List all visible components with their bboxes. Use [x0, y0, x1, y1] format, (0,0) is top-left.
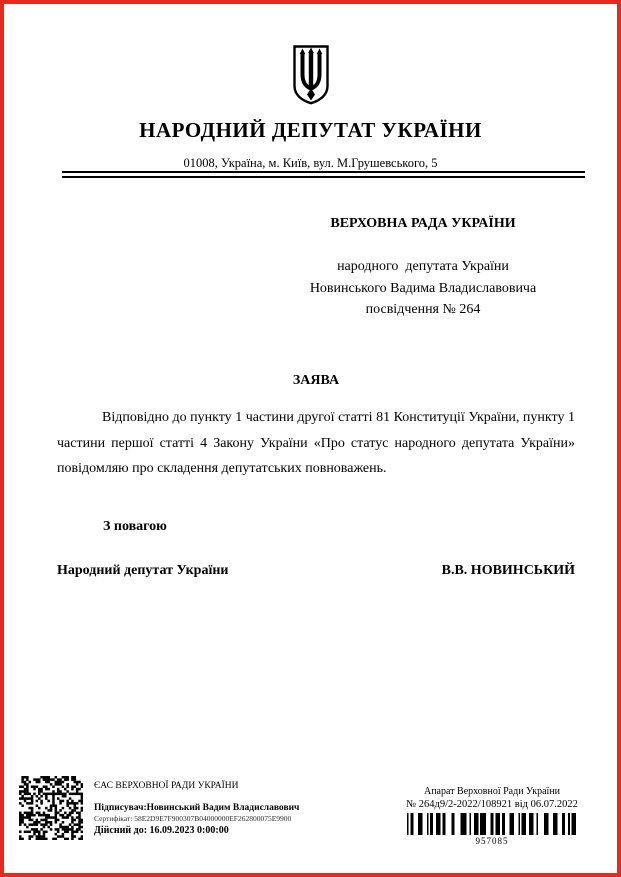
letterhead-title: НАРОДНИЙ ДЕПУТАТ УКРАЇНИ [139, 118, 482, 142]
salutation: З повагою [103, 519, 167, 534]
signer-position: Народний депутат України [57, 563, 229, 578]
registration-block [388, 786, 596, 846]
stamp-certificate: Сертифікат: 58E2D9E7F900307B04000000EF262800075E9900 [94, 814, 292, 823]
ukraine-trident-emblem-icon [293, 45, 329, 105]
registration-barcode-icon [407, 813, 577, 835]
registration-barcode-number: 957085 [475, 836, 509, 846]
recipient-line-3: посвідчення № 264 [365, 302, 481, 317]
recipient-block [287, 216, 559, 321]
stamp-valid-until: Дійсний до: 16.09.2023 0:00:00 [94, 825, 229, 836]
statement-heading: ЗАЯВА [292, 373, 340, 388]
recipient-title: ВЕРХОВНА РАДА УКРАЇНИ [330, 216, 516, 231]
registration-office: Апарат Верховної Ради України [423, 786, 561, 797]
signer-name: В.В. НОВИНСЬКИЙ [441, 563, 575, 578]
digital-signature-stamp [94, 781, 364, 836]
stamp-signer: Підписувач:Новинський Вадим Владиславович [94, 803, 300, 813]
digital-signature-qr-code-icon [19, 776, 83, 840]
letterhead-address: 01008, Україна, м. Київ, вул. М.Грушевського, 5 [183, 156, 438, 170]
recipient-line-2: Новинського Вадима Владиславовича [309, 280, 537, 296]
registration-number: № 264д9/2-2022/108921 від 06.07.2022 [406, 799, 578, 810]
signature-row [57, 563, 575, 579]
letterhead-divider [62, 171, 585, 178]
stamp-system-name: ЄАС ВЕРХОВНОЇ РАДИ УКРАЇНИ [94, 781, 239, 791]
statement-paragraph: Відповідно до пункту 1 частини другої статті 81 Конституції України, пункту 1 частини першої статті 4 Закону України «Про статус народного депутата України» повідомляю про складення депутатських повноважень. [57, 410, 575, 476]
recipient-line-1: народного депутата України [337, 259, 509, 274]
